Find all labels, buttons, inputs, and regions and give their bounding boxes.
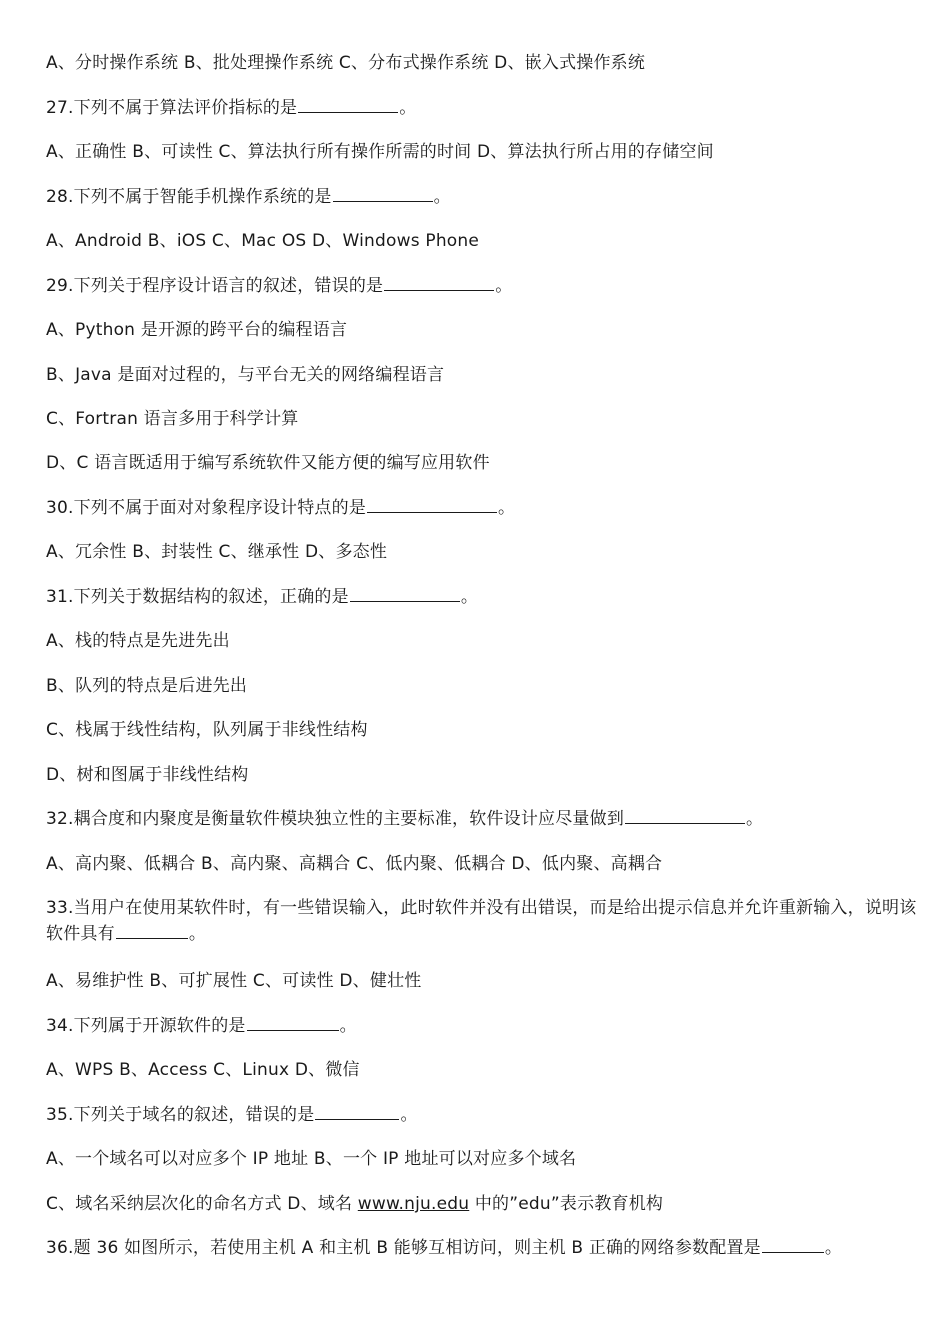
question-36: 36.题 36 如图所示，若使用主机 A 和主机 B 能够互相访问，则主机 B 正确的网络参数配置是 。: [46, 1235, 920, 1261]
question-30: 30.下列不属于面对对象程序设计特点的是 。: [46, 495, 920, 521]
option-line: A、栈的特点是先进先出: [46, 631, 230, 651]
option-line: B、Java 是面对过程的，与平台无关的网络编程语言: [46, 365, 445, 385]
question-27: 27.下列不属于算法评价指标的是 。: [46, 95, 920, 121]
option-line: D、树和图属于非线性结构: [46, 765, 249, 785]
option-line: A、一个域名可以对应多个 IP 地址 B、一个 IP 地址可以对应多个域名: [46, 1149, 577, 1169]
answer-blank: [625, 806, 745, 824]
option-line: C、域名采纳层次化的命名方式 D、域名 www.nju.edu 中的”edu”表示教育机构: [46, 1194, 664, 1214]
answer-blank: [116, 921, 188, 939]
answer-blank: [367, 495, 497, 513]
question-28: 28.下列不属于智能手机操作系统的是 。: [46, 184, 920, 210]
answer-blank: [315, 1102, 399, 1120]
answer-blank: [384, 273, 494, 291]
option-line: C、栈属于线性结构，队列属于非线性结构: [46, 720, 368, 740]
option-line: A、冗余性 B、封装性 C、继承性 D、多态性: [46, 542, 388, 562]
option-line: B、队列的特点是后进先出: [46, 676, 248, 696]
option-line: A、分时操作系统 B、批处理操作系统 C、分布式操作系统 D、嵌入式操作系统: [46, 53, 646, 73]
question-35: 35.下列关于域名的叙述，错误的是 。: [46, 1102, 920, 1128]
option-line: A、Android B、iOS C、Mac OS D、Windows Phone: [46, 231, 480, 251]
option-line: A、正确性 B、可读性 C、算法执行所有操作所需的时间 D、算法执行所占用的存储空间: [46, 142, 714, 162]
domain-link[interactable]: www.nju.edu: [357, 1194, 470, 1214]
option-line: A、Python 是开源的跨平台的编程语言: [46, 320, 348, 340]
option-line: A、易维护性 B、可扩展性 C、可读性 D、健壮性: [46, 971, 422, 991]
answer-blank: [333, 184, 433, 202]
question-33: 33.当用户在使用某软件时，有一些错误输入，此时软件并没有出错误，而是给出提示信息并允许重新输入，说明该软件具有 。: [46, 898, 917, 944]
question-31: 31.下列关于数据结构的叙述，正确的是 。: [46, 584, 920, 610]
answer-blank: [247, 1013, 339, 1031]
question-29: 29.下列关于程序设计语言的叙述，错误的是 。: [46, 273, 920, 299]
answer-blank: [762, 1235, 824, 1253]
question-32: 32.耦合度和内聚度是衡量软件模块独立性的主要标准，软件设计应尽量做到 。: [46, 806, 920, 832]
option-line: A、WPS B、Access C、Linux D、微信: [46, 1060, 360, 1080]
option-line: D、C 语言既适用于编写系统软件又能方便的编写应用软件: [46, 453, 490, 473]
answer-blank: [298, 95, 398, 113]
question-34: 34.下列属于开源软件的是 。: [46, 1013, 920, 1039]
option-line: C、Fortran 语言多用于科学计算: [46, 409, 299, 429]
answer-blank: [350, 584, 460, 602]
option-line: A、高内聚、低耦合 B、高内聚、高耦合 C、低内聚、低耦合 D、低内聚、高耦合: [46, 854, 663, 874]
